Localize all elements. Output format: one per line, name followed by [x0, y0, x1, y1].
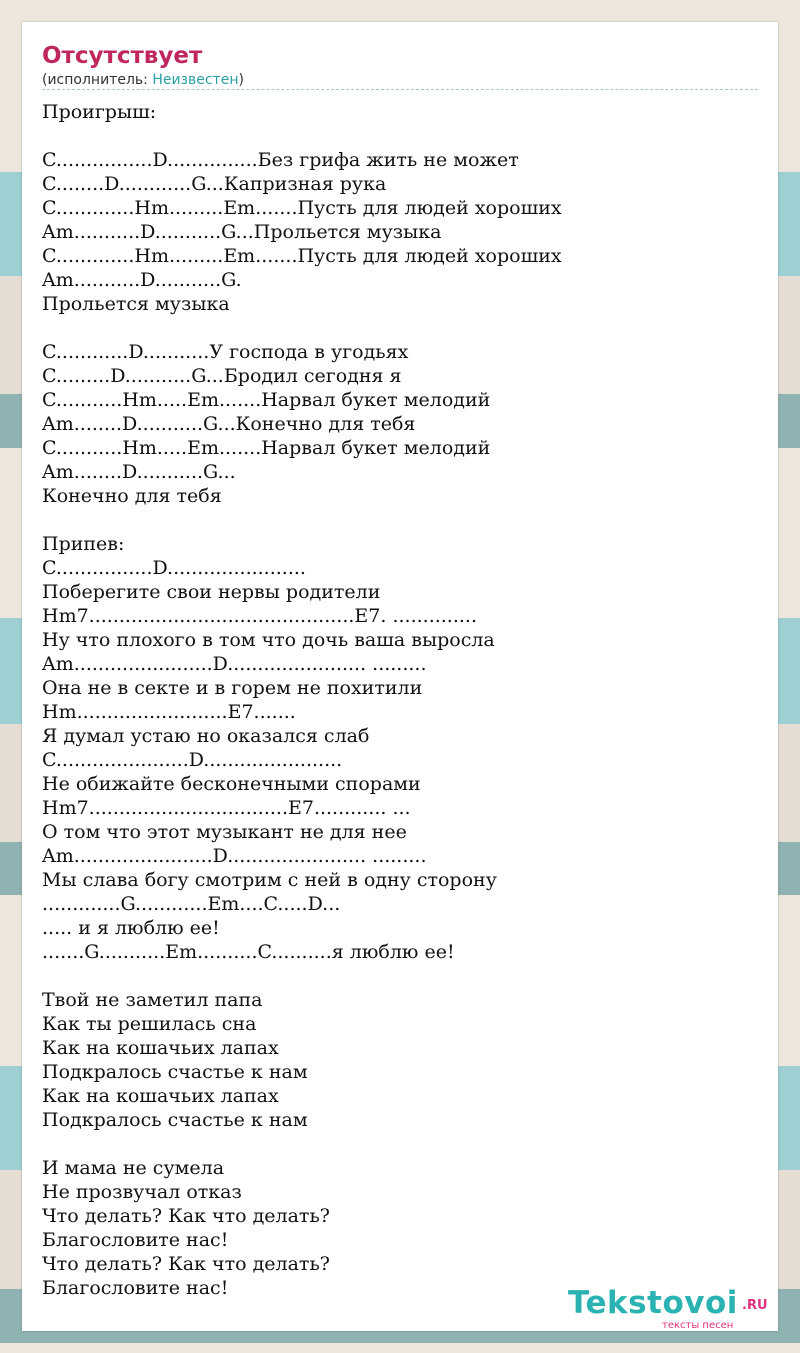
- artist-prefix: (исполнитель:: [42, 72, 153, 88]
- artist-suffix: ): [238, 72, 244, 88]
- lyrics-card: [22, 22, 778, 1331]
- logo-domain: .RU: [742, 1298, 768, 1313]
- site-logo[interactable]: [568, 1286, 778, 1334]
- logo-name: Tekstovoi: [568, 1285, 738, 1321]
- title-divider: [42, 89, 758, 90]
- logo-tagline: тексты песен: [662, 1320, 734, 1331]
- artist-link[interactable]: Неизвестен: [152, 72, 239, 88]
- song-title: Отсутствует: [42, 43, 203, 69]
- artist-line: [42, 71, 244, 89]
- lyrics-text: Проигрыш: C................D...............Без грифа жить не может C........D............G...Капризная рука C.............Hm.........Em.......Пусть для людей хороших Am...........D...........G...Прольется музыка C.............Hm.........Em.......Пусть для людей хороших Am...........D...........G. Прольется музыка C............D...........У господа в угодьях C.........D...........G...Бродил сегодня я C...........Hm.....Em.......Нарвал букет мелодий Am........D...........G...Конечно для тебя C...........Hm.....Em.......Нарвал букет мелодий Am........D...........G... Конечно для тебя Припев: C................D....................... Поберегите свои нервы родители Hm7............................................E7. .............. Ну что плохого в том что дочь ваша выросла Am.......................D....................... ......... Она не в секте и в горем не похитили Hm.........................E7....... Я думал устаю но оказался слаб C......................D....................... Не обижайте бесконечными спорами Hm7.................................E7............ ... О том что этот музыкант не для нее Am.......................D....................... ......... Мы слава богу смотрим с ней в одну сторону .............G............Em....C.....D... ..... и я люблю ее! .......G...........Em..........C..........я люблю ее! Твой не заметил папа Как ты решилась сна Как на кошачьих лапах Подкралось счастье к нам Как на кошачьих лапах Подкралось счастье к нам И мама не сумела Не прозвучал отказ Что делать? Как что делать? Благословите нас! Что делать? Как что делать? Благословите нас!: [42, 101, 562, 1299]
